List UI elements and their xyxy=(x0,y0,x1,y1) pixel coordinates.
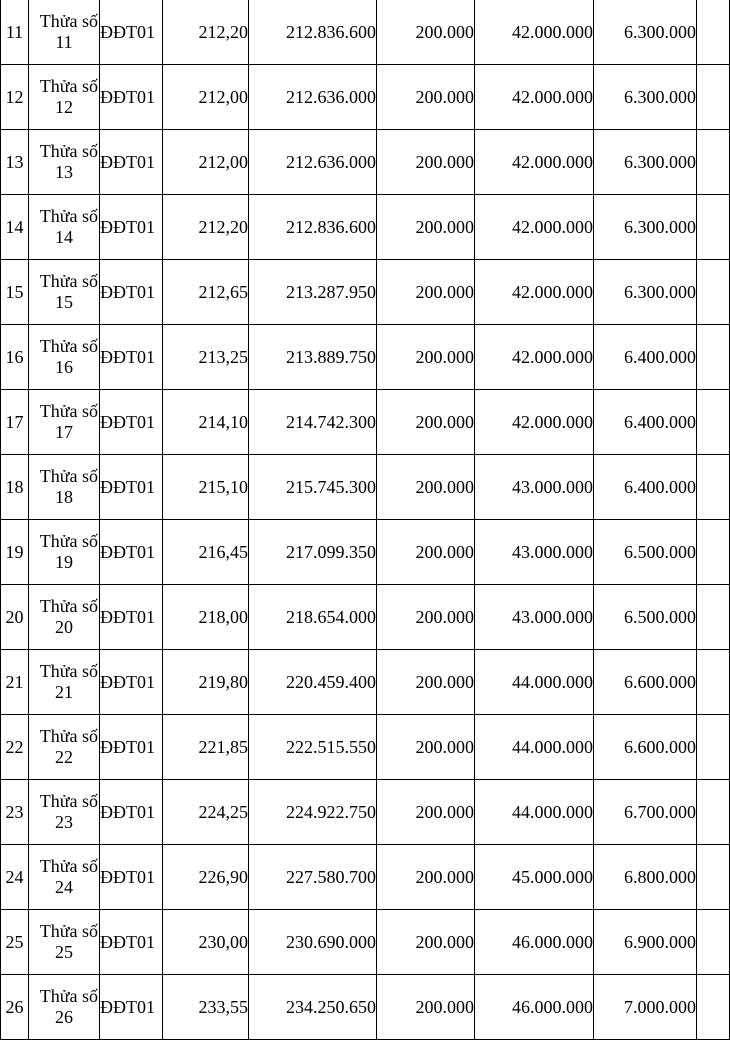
table-row xyxy=(1,520,730,585)
note-cell xyxy=(697,390,730,455)
plot-label: Thửa số xyxy=(39,76,98,96)
area-cell: 233,55 xyxy=(163,975,249,1040)
row-number-cell: 24 xyxy=(1,845,29,910)
land-type-cell: ĐĐT01 xyxy=(100,910,163,975)
fee-cell: 6.400.000 xyxy=(594,455,697,520)
table-row xyxy=(1,780,730,845)
fee-cell: 6.300.000 xyxy=(594,0,697,65)
land-type-cell: ĐĐT01 xyxy=(100,520,163,585)
fee-cell: 6.800.000 xyxy=(594,845,697,910)
plot-name-cell xyxy=(29,975,100,1040)
unit-price-cell: 200.000 xyxy=(377,845,475,910)
land-type-cell: ĐĐT01 xyxy=(100,65,163,130)
plot-label: Thửa số xyxy=(39,921,98,941)
total-price-cell: 212.836.600 xyxy=(249,0,377,65)
deposit-cell: 43.000.000 xyxy=(475,455,594,520)
plot-number: 18 xyxy=(55,487,73,507)
total-price-cell: 218.654.000 xyxy=(249,585,377,650)
total-price-cell: 212.636.000 xyxy=(249,130,377,195)
table-row xyxy=(1,845,730,910)
plot-label: Thửa số xyxy=(39,596,98,616)
land-type-cell: ĐĐT01 xyxy=(100,130,163,195)
table-row xyxy=(1,0,730,65)
land-type-cell: ĐĐT01 xyxy=(100,390,163,455)
total-price-cell: 234.250.650 xyxy=(249,975,377,1040)
land-type-cell: ĐĐT01 xyxy=(100,325,163,390)
plot-name-cell xyxy=(29,390,100,455)
note-cell xyxy=(697,715,730,780)
unit-price-cell: 200.000 xyxy=(377,325,475,390)
deposit-cell: 42.000.000 xyxy=(475,390,594,455)
unit-price-cell: 200.000 xyxy=(377,130,475,195)
plot-label: Thửa số xyxy=(39,791,98,811)
plot-number: 26 xyxy=(55,1007,73,1027)
plot-label: Thửa số xyxy=(39,726,98,746)
table-row xyxy=(1,975,730,1040)
table-row xyxy=(1,910,730,975)
plot-label: Thửa số xyxy=(39,856,98,876)
plot-label: Thửa số xyxy=(39,661,98,681)
plot-number: 19 xyxy=(55,552,73,572)
land-type-cell: ĐĐT01 xyxy=(100,650,163,715)
area-cell: 221,85 xyxy=(163,715,249,780)
fee-cell: 6.600.000 xyxy=(594,650,697,715)
fee-cell: 7.000.000 xyxy=(594,975,697,1040)
area-cell: 224,25 xyxy=(163,780,249,845)
deposit-cell: 42.000.000 xyxy=(475,65,594,130)
table-body xyxy=(1,0,730,1040)
deposit-cell: 46.000.000 xyxy=(475,910,594,975)
fee-cell: 6.900.000 xyxy=(594,910,697,975)
plot-name-cell xyxy=(29,130,100,195)
row-number-cell: 14 xyxy=(1,195,29,260)
fee-cell: 6.700.000 xyxy=(594,780,697,845)
fee-cell: 6.500.000 xyxy=(594,585,697,650)
plot-name-cell xyxy=(29,585,100,650)
plot-name-cell xyxy=(29,845,100,910)
deposit-cell: 42.000.000 xyxy=(475,130,594,195)
plot-label: Thửa số xyxy=(39,466,98,486)
area-cell: 219,80 xyxy=(163,650,249,715)
plot-label: Thửa số xyxy=(39,531,98,551)
fee-cell: 6.400.000 xyxy=(594,390,697,455)
deposit-cell: 42.000.000 xyxy=(475,325,594,390)
land-type-cell: ĐĐT01 xyxy=(100,845,163,910)
land-type-cell: ĐĐT01 xyxy=(100,780,163,845)
note-cell xyxy=(697,130,730,195)
table-row xyxy=(1,715,730,780)
note-cell xyxy=(697,195,730,260)
fee-cell: 6.300.000 xyxy=(594,260,697,325)
row-number-cell: 17 xyxy=(1,390,29,455)
total-price-cell: 220.459.400 xyxy=(249,650,377,715)
area-cell: 212,00 xyxy=(163,130,249,195)
plot-name-cell xyxy=(29,715,100,780)
unit-price-cell: 200.000 xyxy=(377,975,475,1040)
area-cell: 216,45 xyxy=(163,520,249,585)
total-price-cell: 213.287.950 xyxy=(249,260,377,325)
note-cell xyxy=(697,65,730,130)
row-number-cell: 16 xyxy=(1,325,29,390)
land-type-cell: ĐĐT01 xyxy=(100,975,163,1040)
area-cell: 212,65 xyxy=(163,260,249,325)
plot-number: 24 xyxy=(55,877,73,897)
table-row xyxy=(1,325,730,390)
area-cell: 226,90 xyxy=(163,845,249,910)
table-row xyxy=(1,260,730,325)
plot-name-cell xyxy=(29,0,100,65)
deposit-cell: 44.000.000 xyxy=(475,650,594,715)
area-cell: 230,00 xyxy=(163,910,249,975)
note-cell xyxy=(697,910,730,975)
row-number-cell: 22 xyxy=(1,715,29,780)
total-price-cell: 212.836.600 xyxy=(249,195,377,260)
deposit-cell: 42.000.000 xyxy=(475,260,594,325)
land-type-cell: ĐĐT01 xyxy=(100,195,163,260)
table-row xyxy=(1,390,730,455)
row-number-cell: 15 xyxy=(1,260,29,325)
area-cell: 215,10 xyxy=(163,455,249,520)
total-price-cell: 222.515.550 xyxy=(249,715,377,780)
fee-cell: 6.300.000 xyxy=(594,195,697,260)
plot-name-cell xyxy=(29,455,100,520)
deposit-cell: 42.000.000 xyxy=(475,195,594,260)
unit-price-cell: 200.000 xyxy=(377,455,475,520)
plot-number: 15 xyxy=(55,292,73,312)
area-cell: 214,10 xyxy=(163,390,249,455)
plot-name-cell xyxy=(29,780,100,845)
unit-price-cell: 200.000 xyxy=(377,390,475,455)
area-cell: 212,00 xyxy=(163,65,249,130)
plot-number: 12 xyxy=(55,97,73,117)
unit-price-cell: 200.000 xyxy=(377,910,475,975)
unit-price-cell: 200.000 xyxy=(377,715,475,780)
plot-name-cell xyxy=(29,910,100,975)
deposit-cell: 45.000.000 xyxy=(475,845,594,910)
plot-label: Thửa số xyxy=(39,401,98,421)
deposit-cell: 44.000.000 xyxy=(475,780,594,845)
unit-price-cell: 200.000 xyxy=(377,650,475,715)
plot-label: Thửa số xyxy=(39,271,98,291)
area-cell: 212,20 xyxy=(163,0,249,65)
unit-price-cell: 200.000 xyxy=(377,520,475,585)
plot-number: 11 xyxy=(55,32,73,52)
total-price-cell: 217.099.350 xyxy=(249,520,377,585)
row-number-cell: 19 xyxy=(1,520,29,585)
plot-name-cell xyxy=(29,65,100,130)
deposit-cell: 43.000.000 xyxy=(475,585,594,650)
note-cell xyxy=(697,650,730,715)
row-number-cell: 25 xyxy=(1,910,29,975)
note-cell xyxy=(697,845,730,910)
row-number-cell: 12 xyxy=(1,65,29,130)
area-cell: 212,20 xyxy=(163,195,249,260)
plot-name-cell xyxy=(29,520,100,585)
deposit-cell: 46.000.000 xyxy=(475,975,594,1040)
table-row xyxy=(1,65,730,130)
deposit-cell: 43.000.000 xyxy=(475,520,594,585)
plot-label: Thửa số xyxy=(39,206,98,226)
plot-number: 17 xyxy=(55,422,73,442)
table-row xyxy=(1,585,730,650)
total-price-cell: 212.636.000 xyxy=(249,65,377,130)
unit-price-cell: 200.000 xyxy=(377,585,475,650)
land-type-cell: ĐĐT01 xyxy=(100,455,163,520)
land-type-cell: ĐĐT01 xyxy=(100,260,163,325)
deposit-cell: 42.000.000 xyxy=(475,0,594,65)
fee-cell: 6.600.000 xyxy=(594,715,697,780)
row-number-cell: 26 xyxy=(1,975,29,1040)
plot-number: 21 xyxy=(55,682,73,702)
unit-price-cell: 200.000 xyxy=(377,260,475,325)
note-cell xyxy=(697,585,730,650)
total-price-cell: 227.580.700 xyxy=(249,845,377,910)
row-number-cell: 18 xyxy=(1,455,29,520)
note-cell xyxy=(697,325,730,390)
row-number-cell: 23 xyxy=(1,780,29,845)
note-cell xyxy=(697,0,730,65)
row-number-cell: 11 xyxy=(1,0,29,65)
land-type-cell: ĐĐT01 xyxy=(100,715,163,780)
plot-number: 20 xyxy=(55,617,73,637)
total-price-cell: 214.742.300 xyxy=(249,390,377,455)
area-cell: 218,00 xyxy=(163,585,249,650)
note-cell xyxy=(697,520,730,585)
total-price-cell: 213.889.750 xyxy=(249,325,377,390)
deposit-cell: 44.000.000 xyxy=(475,715,594,780)
total-price-cell: 230.690.000 xyxy=(249,910,377,975)
table-row xyxy=(1,650,730,715)
note-cell xyxy=(697,975,730,1040)
note-cell xyxy=(697,260,730,325)
note-cell xyxy=(697,780,730,845)
unit-price-cell: 200.000 xyxy=(377,195,475,260)
plot-number: 23 xyxy=(55,812,73,832)
row-number-cell: 13 xyxy=(1,130,29,195)
plot-label: Thửa số xyxy=(39,986,98,1006)
fee-cell: 6.500.000 xyxy=(594,520,697,585)
plot-number: 16 xyxy=(55,357,73,377)
row-number-cell: 21 xyxy=(1,650,29,715)
plot-name-cell xyxy=(29,325,100,390)
plot-number: 25 xyxy=(55,942,73,962)
note-cell xyxy=(697,455,730,520)
fee-cell: 6.400.000 xyxy=(594,325,697,390)
unit-price-cell: 200.000 xyxy=(377,0,475,65)
plot-label: Thửa số xyxy=(39,11,98,31)
plot-number: 13 xyxy=(55,162,73,182)
plot-label: Thửa số xyxy=(39,141,98,161)
total-price-cell: 215.745.300 xyxy=(249,455,377,520)
fee-cell: 6.300.000 xyxy=(594,130,697,195)
plot-label: Thửa số xyxy=(39,336,98,356)
table-row xyxy=(1,130,730,195)
plot-number: 14 xyxy=(55,227,73,247)
table-row xyxy=(1,195,730,260)
fee-cell: 6.300.000 xyxy=(594,65,697,130)
unit-price-cell: 200.000 xyxy=(377,780,475,845)
total-price-cell: 224.922.750 xyxy=(249,780,377,845)
row-number-cell: 20 xyxy=(1,585,29,650)
table-row xyxy=(1,455,730,520)
unit-price-cell: 200.000 xyxy=(377,65,475,130)
plot-number: 22 xyxy=(55,747,73,767)
plot-name-cell xyxy=(29,650,100,715)
land-type-cell: ĐĐT01 xyxy=(100,585,163,650)
plot-name-cell xyxy=(29,260,100,325)
plot-name-cell xyxy=(29,195,100,260)
area-cell: 213,25 xyxy=(163,325,249,390)
land-type-cell: ĐĐT01 xyxy=(100,0,163,65)
